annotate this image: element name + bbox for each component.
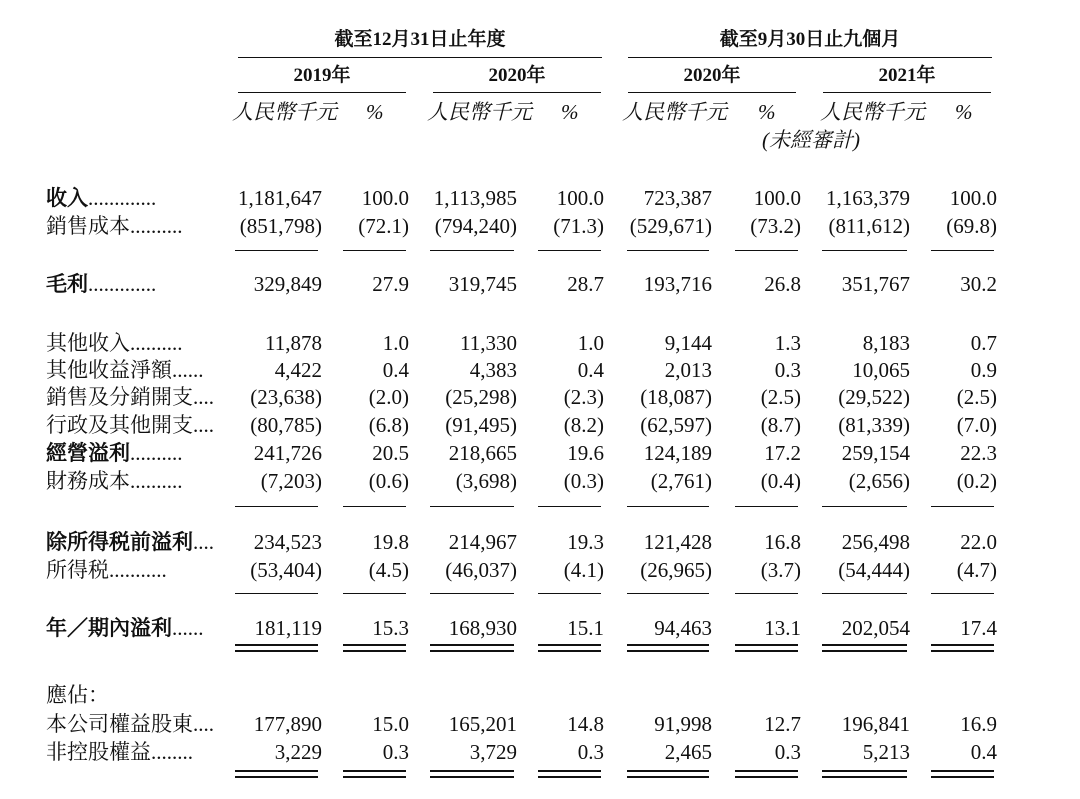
percent-cell: 0.4	[382, 358, 409, 382]
total-double-rule	[735, 770, 798, 778]
group-header-nine-months: 截至9月30日止九個月	[719, 29, 901, 50]
subtotal-rule	[822, 506, 907, 507]
subtotal-rule	[343, 506, 406, 507]
amount-cell: (62,597)	[640, 413, 712, 437]
amount-cell: (7,203)	[260, 469, 322, 493]
leader-dots: .............	[88, 272, 157, 296]
row-label-text: 非控股權益	[46, 740, 151, 764]
amount-cell: 329,849	[253, 272, 322, 296]
percent-cell: (0.6)	[368, 469, 409, 493]
percent-cell: (0.4)	[760, 469, 801, 493]
total-double-rule	[343, 644, 406, 652]
leader-dots: ..........	[130, 331, 183, 355]
leader-dots: ......	[172, 358, 204, 382]
percent-cell: 100.0	[556, 186, 604, 210]
percent-cell: 0.3	[382, 740, 409, 764]
total-double-rule	[931, 644, 994, 652]
amount-cell: (80,785)	[250, 413, 322, 437]
subtotal-rule	[430, 506, 514, 507]
amount-cell: 2,013	[664, 358, 712, 382]
year-rule	[433, 92, 601, 93]
amount-cell: (25,298)	[445, 385, 517, 409]
total-double-rule	[430, 644, 514, 652]
amount-cell: 11,330	[460, 331, 517, 355]
row-label	[46, 272, 156, 296]
percent-cell: (0.2)	[956, 469, 997, 493]
total-double-rule	[235, 644, 318, 652]
percent-cell: (8.2)	[563, 413, 604, 437]
amount-cell: 1,113,985	[433, 186, 517, 210]
total-double-rule	[430, 770, 514, 778]
amount-cell: 2,465	[664, 740, 712, 764]
percent-cell: 0.3	[774, 740, 801, 764]
unit-pct-2: %	[561, 100, 579, 124]
amount-cell: (18,087)	[640, 385, 712, 409]
group-rule	[628, 57, 992, 58]
percent-cell: (3.7)	[760, 558, 801, 582]
amount-cell: (23,638)	[250, 385, 322, 409]
percent-cell: 27.9	[372, 272, 409, 296]
percent-cell: (2.3)	[563, 385, 604, 409]
row-label	[46, 358, 204, 382]
row-label	[46, 413, 214, 437]
amount-cell: 168,930	[448, 616, 517, 640]
amount-cell: (26,965)	[640, 558, 712, 582]
percent-cell: 100.0	[949, 186, 997, 210]
percent-cell: 26.8	[764, 272, 801, 296]
row-label	[46, 331, 183, 355]
amount-cell: 124,189	[643, 441, 712, 465]
row-label-text: 行政及其他開支	[46, 413, 193, 437]
unit-rmb-1: 人民幣千元	[232, 100, 337, 124]
total-double-rule	[627, 770, 709, 778]
amount-cell: 3,729	[469, 740, 517, 764]
leader-dots: ...........	[109, 558, 167, 582]
percent-cell: 100.0	[361, 186, 409, 210]
percent-cell: 22.0	[960, 530, 997, 554]
total-double-rule	[822, 644, 907, 652]
leader-dots: ..........	[130, 441, 183, 465]
subtotal-rule	[538, 593, 601, 594]
amount-cell: 4,422	[274, 358, 322, 382]
row-label	[46, 530, 214, 554]
amount-cell: (529,671)	[629, 214, 712, 238]
total-double-rule	[822, 770, 907, 778]
percent-cell: 0.4	[970, 740, 997, 764]
percent-cell: 17.4	[960, 616, 997, 640]
percent-cell: (0.3)	[563, 469, 604, 493]
percent-cell: (69.8)	[946, 214, 997, 238]
amount-cell: (811,612)	[828, 214, 910, 238]
percent-cell: (7.0)	[956, 413, 997, 437]
year-2020b: 2020年	[683, 65, 741, 86]
subtotal-rule	[235, 250, 318, 251]
row-label-text: 其他收入	[46, 331, 130, 355]
percent-cell: (73.2)	[750, 214, 801, 238]
unit-pct-3: %	[758, 100, 776, 124]
amount-cell: 10,065	[852, 358, 910, 382]
row-label	[46, 616, 204, 640]
amount-cell: 351,767	[841, 272, 910, 296]
amount-cell: 202,054	[841, 616, 910, 640]
unit-rmb-3: 人民幣千元	[622, 100, 727, 124]
row-label	[46, 186, 156, 210]
amount-cell: 241,726	[253, 441, 322, 465]
amount-cell: 94,463	[654, 616, 712, 640]
row-label-text: 所得税	[46, 558, 109, 582]
amount-cell: (794,240)	[434, 214, 517, 238]
total-double-rule	[538, 644, 601, 652]
amount-cell: 5,213	[862, 740, 910, 764]
subtotal-rule	[822, 593, 907, 594]
percent-cell: (8.7)	[760, 413, 801, 437]
amount-cell: 234,523	[253, 530, 322, 554]
row-label-text: 銷售成本	[46, 214, 130, 238]
group-rule	[238, 57, 602, 58]
percent-cell: 0.3	[577, 740, 604, 764]
total-double-rule	[235, 770, 318, 778]
row-label	[46, 385, 214, 409]
percent-cell: 19.3	[567, 530, 604, 554]
leader-dots: ....	[193, 530, 214, 554]
year-rule	[823, 92, 991, 93]
leader-dots: ..........	[130, 469, 183, 493]
row-label	[46, 558, 167, 582]
amount-cell: 196,841	[841, 712, 910, 736]
percent-cell: 15.3	[372, 616, 409, 640]
percent-cell: (72.1)	[358, 214, 409, 238]
leader-dots: ....	[193, 712, 214, 736]
amount-cell: 181,119	[254, 616, 322, 640]
percent-cell: (2.0)	[368, 385, 409, 409]
row-label	[46, 712, 214, 736]
percent-cell: 14.8	[567, 712, 604, 736]
percent-cell: 13.1	[764, 616, 801, 640]
amount-cell: 723,387	[643, 186, 712, 210]
total-double-rule	[735, 644, 798, 652]
row-label-text: 毛利	[46, 272, 88, 296]
row-label-text: 其他收益淨額	[46, 358, 172, 382]
percent-cell: 22.3	[960, 441, 997, 465]
subtotal-rule	[627, 506, 709, 507]
amount-cell: (46,037)	[445, 558, 517, 582]
year-2021: 2021年	[878, 65, 936, 86]
row-label-text: 本公司權益股東	[46, 712, 193, 736]
leader-dots: ....	[193, 413, 214, 437]
percent-cell: 15.0	[372, 712, 409, 736]
amount-cell: 177,890	[253, 712, 322, 736]
total-double-rule	[538, 770, 601, 778]
percent-cell: (2.5)	[760, 385, 801, 409]
leader-dots: ..........	[130, 214, 183, 238]
subtotal-rule	[235, 593, 318, 594]
amount-cell: 218,665	[448, 441, 517, 465]
amount-cell: 193,716	[643, 272, 712, 296]
percent-cell: 1.0	[382, 331, 409, 355]
year-2020a: 2020年	[488, 65, 546, 86]
year-rule	[628, 92, 796, 93]
attributable-label: 應佔：	[46, 683, 109, 707]
percent-cell: 1.0	[577, 331, 604, 355]
leader-dots: .............	[88, 186, 157, 210]
subtotal-rule	[538, 506, 601, 507]
row-label	[46, 740, 193, 764]
percent-cell: 0.7	[970, 331, 997, 355]
amount-cell: (2,761)	[650, 469, 712, 493]
amount-cell: 8,183	[862, 331, 910, 355]
percent-cell: (2.5)	[956, 385, 997, 409]
row-label	[46, 441, 183, 465]
subtotal-rule	[627, 593, 709, 594]
amount-cell: 3,229	[274, 740, 322, 764]
subtotal-rule	[735, 593, 798, 594]
row-label	[46, 469, 183, 493]
row-label-text: 銷售及分銷開支	[46, 385, 193, 409]
amount-cell: (53,404)	[250, 558, 322, 582]
subtotal-rule	[931, 506, 994, 507]
amount-cell: (91,495)	[445, 413, 517, 437]
percent-cell: (4.5)	[368, 558, 409, 582]
amount-cell: 1,181,647	[238, 186, 322, 210]
unit-rmb-2: 人民幣千元	[427, 100, 532, 124]
leader-dots: ........	[151, 740, 193, 764]
row-label-text: 經營溢利	[46, 441, 130, 465]
percent-cell: (6.8)	[368, 413, 409, 437]
total-double-rule	[627, 644, 709, 652]
percent-cell: 20.5	[372, 441, 409, 465]
row-label-text: 財務成本	[46, 469, 130, 493]
leader-dots: ....	[193, 385, 214, 409]
subtotal-rule	[931, 593, 994, 594]
percent-cell: 0.9	[970, 358, 997, 382]
percent-cell: (71.3)	[553, 214, 604, 238]
percent-cell: 16.9	[960, 712, 997, 736]
amount-cell: (851,798)	[239, 214, 322, 238]
percent-cell: 1.3	[774, 331, 801, 355]
subtotal-rule	[822, 250, 907, 251]
amount-cell: (81,339)	[838, 413, 910, 437]
row-label	[46, 214, 183, 238]
year-2019: 2019年	[293, 65, 351, 86]
subtotal-rule	[735, 250, 798, 251]
amount-cell: 4,383	[469, 358, 517, 382]
subtotal-rule	[430, 250, 514, 251]
row-label-text: 收入	[46, 186, 88, 210]
unaudited-note: (未經審計)	[762, 128, 860, 152]
amount-cell: 11,878	[265, 331, 322, 355]
unit-pct-1: %	[366, 100, 384, 124]
percent-cell: 16.8	[764, 530, 801, 554]
percent-cell: 0.3	[774, 358, 801, 382]
amount-cell: (54,444)	[838, 558, 910, 582]
amount-cell: (3,698)	[455, 469, 517, 493]
total-double-rule	[343, 770, 406, 778]
amount-cell: 121,428	[643, 530, 712, 554]
percent-cell: 17.2	[764, 441, 801, 465]
percent-cell: 100.0	[753, 186, 801, 210]
row-label-text: 年／期內溢利	[46, 616, 172, 640]
percent-cell: (4.7)	[956, 558, 997, 582]
subtotal-rule	[235, 506, 318, 507]
group-header-year-ended: 截至12月31日止年度	[334, 29, 506, 50]
amount-cell: 319,745	[448, 272, 517, 296]
subtotal-rule	[430, 593, 514, 594]
leader-dots: ......	[172, 616, 204, 640]
amount-cell: 259,154	[841, 441, 910, 465]
subtotal-rule	[538, 250, 601, 251]
amount-cell: 214,967	[448, 530, 517, 554]
amount-cell: (29,522)	[838, 385, 910, 409]
subtotal-rule	[627, 250, 709, 251]
subtotal-rule	[931, 250, 994, 251]
subtotal-rule	[343, 250, 406, 251]
amount-cell: (2,656)	[848, 469, 910, 493]
amount-cell: 1,163,379	[826, 186, 910, 210]
percent-cell: 19.8	[372, 530, 409, 554]
unit-rmb-4: 人民幣千元	[820, 100, 925, 124]
percent-cell: (4.1)	[563, 558, 604, 582]
unit-pct-4: %	[955, 100, 973, 124]
percent-cell: 30.2	[960, 272, 997, 296]
subtotal-rule	[343, 593, 406, 594]
subtotal-rule	[735, 506, 798, 507]
year-rule	[238, 92, 406, 93]
percent-cell: 12.7	[764, 712, 801, 736]
percent-cell: 28.7	[567, 272, 604, 296]
amount-cell: 91,998	[654, 712, 712, 736]
amount-cell: 165,201	[448, 712, 517, 736]
row-label-text: 除所得税前溢利	[46, 530, 193, 554]
amount-cell: 256,498	[841, 530, 910, 554]
percent-cell: 15.1	[567, 616, 604, 640]
total-double-rule	[931, 770, 994, 778]
amount-cell: 9,144	[664, 331, 712, 355]
percent-cell: 19.6	[567, 441, 604, 465]
percent-cell: 0.4	[577, 358, 604, 382]
